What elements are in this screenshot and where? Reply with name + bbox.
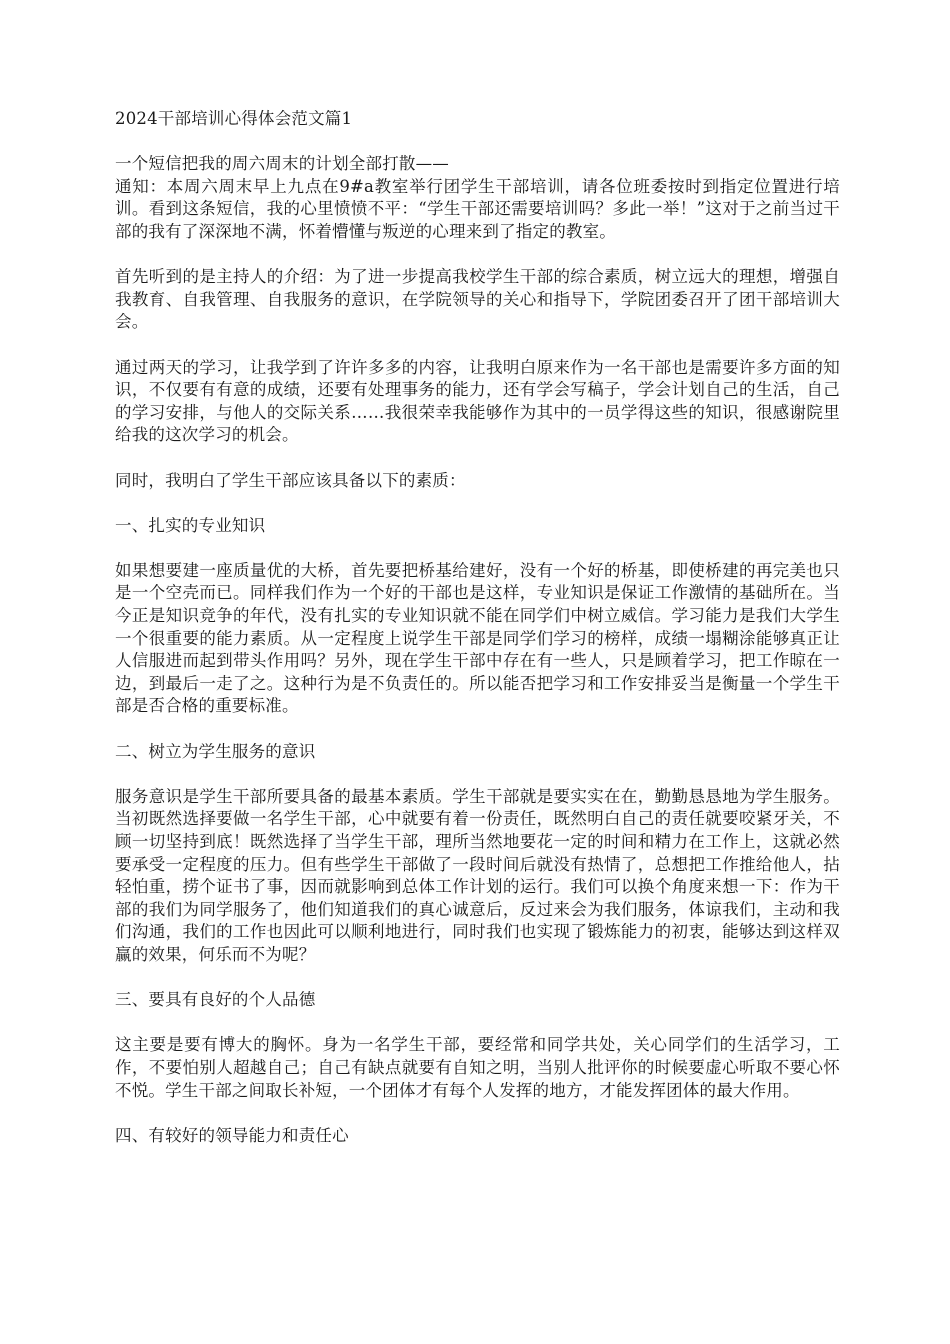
document-title: 2024干部培训心得体会范文篇1: [115, 109, 353, 128]
section-heading: 二、树立为学生服务的意识: [115, 741, 316, 761]
notice-paragraph: 通知：本周六周末早上九点在9#a教室举行团学生干部培训，请各位班委按时到指定位置进行培训。看到这条短信，我的心里愤愤不平：“学生干部还需要培训吗？多此一举！”这对于之前当过干部的我有了深深地不满，怀着懵懂与叛逆的心理来到了指定的教室。: [115, 176, 840, 241]
document-page: [115, 108, 840, 1170]
paragraph-learning: 通过两天的学习，让我学到了许许多多的内容，让我明白原来作为一名干部也是需要许多方面的知识，不仅要有有意的成绩，还要有处理事务的能力，还有学会写稿子，学会计划自己的生活，自己的学习安排，与他人的交际关系……我很荣幸我能够作为其中的一员学得这些的知识，很感谢院里给我的这次学习的机会。: [115, 357, 840, 445]
intro-line: 一个短信把我的周六周末的计划全部打散——: [115, 154, 449, 174]
section-heading: 一、扎实的专业知识: [115, 515, 266, 535]
section-body: 这主要是要有博大的胸怀。身为一名学生干部，要经常和同学共处，关心同学们的生活学习，工作，不要怕别人超越自己；自己有缺点就要有自知之明，当别人批评你的时候要虚心听取不要心怀不悦。学生干部之间取长补短，一个团体才有每个人发挥的地方，才能发挥团体的最大作用。: [115, 1035, 840, 1100]
paragraph-qualities-lead: 同时，我明白了学生干部应该具备以下的素质：: [115, 470, 466, 490]
section-body: 如果想要建一座质量优的大桥，首先要把桥基给建好，没有一个好的桥基，即使桥建的再完美也只是一个空壳而已。同样我们作为一个好的干部也是这样，专业知识是保证工作激情的基础所在。当今正是知识竞争的年代，没有扎实的专业知识就不能在同学们中树立威信。学习能力是我们大学生一个很重要的能力素质。从一定程度上说学生干部是同学们学习的榜样，成绩一塌糊涂能够真正让人信服进而起到带头作用吗？另外，现在学生干部中存在有一些人，只是顾着学习，把工作晾在一边，到最后一走了之。这种行为是不负责任的。所以能否把学习和工作安排妥当是衡量一个学生干部是否合格的重要标准。: [115, 560, 840, 716]
section-heading: 三、要具有良好的个人品德: [115, 990, 316, 1010]
paragraph-host-intro: 首先听到的是主持人的介绍：为了进一步提高我校学生干部的综合素质，树立远大的理想，增强自我教育、自我管理、自我服务的意识，在学院领导的关心和指导下，学院团委召开了团干部培训大会。: [115, 267, 840, 332]
section-body: 服务意识是学生干部所要具备的最基本素质。学生干部就是要实实在在，勤勤恳恳地为学生服务。当初既然选择要做一名学生干部，心中就要有着一份责任，既然明白自己的责任就要咬紧牙关，不顾一切坚持到底！既然选择了当学生干部，理所当然地要花一定的时间和精力在工作上，这就必然要承受一定程度的压力。但有些学生干部做了一段时间后就没有热情了，总想把工作推给他人，拈轻怕重，捞个证书了事，因而就影响到总体工作计划的运行。我们可以换个角度来想一下：作为干部的我们为同学服务了，他们知道我们的真心诚意后，反过来会为我们服务，体谅我们，主动和我们沟通，我们的工作也因此可以顺利地进行，同时我们也实现了锻炼能力的初衷，能够达到这样双赢的效果，何乐而不为呢？: [115, 786, 840, 964]
section-heading: 四、有较好的领导能力和责任心: [115, 1125, 349, 1145]
